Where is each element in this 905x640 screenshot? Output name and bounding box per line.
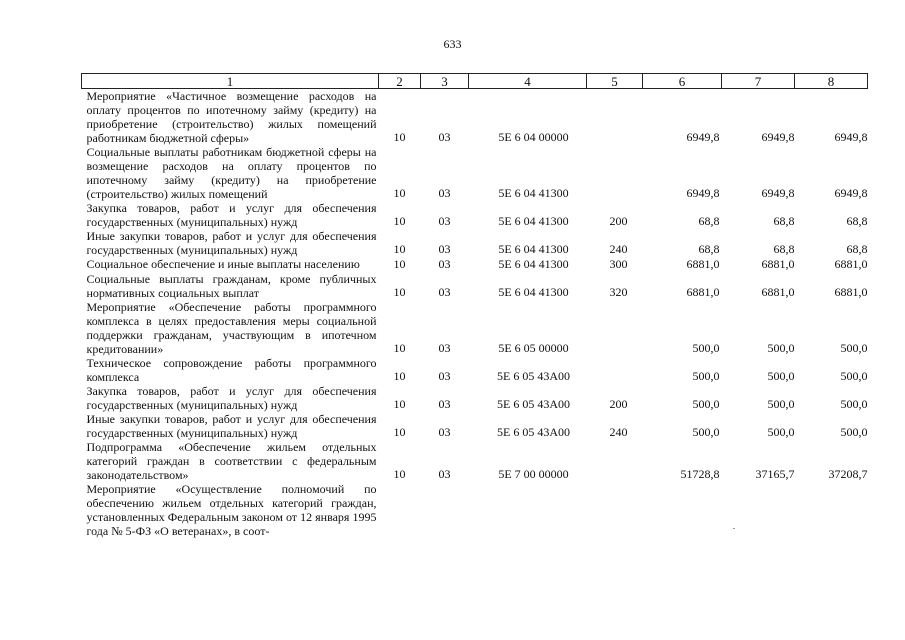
row-target-code: 5Е 6 04 00000 [498, 130, 569, 144]
row-amount-1: 68,8 [698, 242, 720, 256]
row-amount-2: 500,0 [767, 369, 795, 383]
col-header-4: 4 [469, 74, 587, 89]
row-name: Закупка товаров, работ и услуг для обеспечения государственных (муниципальных) нужд [86, 201, 377, 229]
page-number: 633 [443, 37, 462, 51]
row-section: 10 [393, 467, 406, 481]
row-amount-3: 68,8 [846, 242, 868, 256]
row-section: 10 [393, 341, 406, 355]
col-header-6: 6 [643, 74, 722, 89]
row-expense-type [587, 356, 643, 384]
row-expense-type: 320 [609, 285, 628, 299]
row-amount-3: 6881,0 [834, 257, 868, 271]
row-name: Социальное обеспечение и иные выплаты населению [86, 257, 360, 271]
row-section [379, 482, 421, 538]
table-row [82, 300, 868, 356]
row-expense-type: 200 [609, 214, 628, 228]
table-row [82, 89, 868, 146]
row-amount-2: 6949,8 [761, 186, 795, 200]
row-amount-1: 6881,0 [686, 257, 720, 271]
row-amount-2: 6881,0 [761, 285, 795, 299]
row-amount-3: 68,8 [846, 214, 868, 228]
row-subsection: 03 [438, 130, 451, 144]
table-row [82, 272, 868, 300]
row-name: Техническое сопровождение работы программного комплекса [86, 356, 377, 384]
col-header-8: 8 [795, 74, 868, 89]
row-section: 10 [393, 397, 406, 411]
row-target-code: 5Е 6 04 41300 [498, 214, 569, 228]
row-amount-2 [722, 482, 795, 538]
row-section: 10 [393, 425, 406, 439]
row-subsection: 03 [438, 186, 451, 200]
row-expense-type [587, 300, 643, 356]
row-expense-type [587, 89, 643, 146]
table-row [82, 440, 868, 482]
col-header-3: 3 [421, 74, 469, 89]
row-expense-type [587, 440, 643, 482]
row-section: 10 [393, 369, 406, 383]
row-amount-2: 500,0 [767, 425, 795, 439]
header-row [82, 74, 868, 89]
row-amount-2: 500,0 [767, 341, 795, 355]
table-row [82, 356, 868, 384]
row-amount-1: 68,8 [698, 214, 720, 228]
row-amount-3: 500,0 [840, 397, 868, 411]
row-amount-3: 6881,0 [834, 285, 868, 299]
row-amount-2: 68,8 [773, 242, 795, 256]
row-subsection: 03 [438, 369, 451, 383]
row-amount-3 [795, 482, 868, 538]
scan-speck [733, 528, 735, 529]
row-amount-2: 500,0 [767, 397, 795, 411]
row-target-code: 5Е 6 05 43А00 [497, 397, 570, 411]
row-target-code: 5Е 6 05 43А00 [497, 425, 570, 439]
row-amount-1: 51728,8 [680, 467, 720, 481]
table-row [82, 201, 868, 229]
row-amount-1: 6949,8 [686, 130, 720, 144]
row-amount-1: 500,0 [692, 425, 720, 439]
row-expense-type [587, 145, 643, 201]
row-name: Закупка товаров, работ и услуг для обеспечения государственных (муниципальных) нужд [86, 384, 377, 412]
row-section: 10 [393, 257, 406, 271]
row-amount-1: 500,0 [692, 341, 720, 355]
table-row [82, 145, 868, 201]
row-section: 10 [393, 214, 406, 228]
col-header-2: 2 [379, 74, 421, 89]
row-name: Социальные выплаты работникам бюджетной сферы на возмещение расходов на оплату процентов по ипотечному займу (кредиту) на приобретение (строительство) жилых помещений [86, 145, 377, 201]
row-name: Иные закупки товаров, работ и услуг для обеспечения государственных (муниципальных) нужд [86, 229, 377, 257]
row-amount-1 [643, 482, 722, 538]
col-header-1: 1 [82, 74, 379, 89]
row-target-code: 5Е 6 05 43А00 [497, 369, 570, 383]
row-subsection: 03 [438, 214, 451, 228]
row-target-code: 5Е 6 04 41300 [498, 257, 569, 271]
row-amount-3: 6949,8 [834, 186, 868, 200]
row-amount-1: 6881,0 [686, 285, 720, 299]
row-amount-1: 500,0 [692, 397, 720, 411]
budget-table [81, 73, 868, 538]
row-amount-1: 6949,8 [686, 186, 720, 200]
table-row [82, 482, 868, 538]
col-header-5: 5 [587, 74, 643, 89]
table-row [82, 229, 868, 257]
row-section: 10 [393, 186, 406, 200]
row-amount-3: 37208,7 [828, 467, 868, 481]
row-name: Социальные выплаты гражданам, кроме публичных нормативных социальных выплат [86, 272, 377, 300]
table-body [82, 89, 868, 539]
row-subsection: 03 [438, 257, 451, 271]
row-subsection: 03 [438, 341, 451, 355]
row-amount-2: 68,8 [773, 214, 795, 228]
row-subsection: 03 [438, 242, 451, 256]
row-amount-3: 500,0 [840, 369, 868, 383]
row-subsection: 03 [438, 425, 451, 439]
row-amount-1: 500,0 [692, 369, 720, 383]
row-target-code: 5Е 6 04 41300 [498, 186, 569, 200]
row-subsection: 03 [438, 467, 451, 481]
row-section: 10 [393, 285, 406, 299]
row-name: Иные закупки товаров, работ и услуг для обеспечения государственных (муниципальных) нужд [86, 412, 377, 440]
row-amount-2: 37165,7 [755, 467, 795, 481]
col-header-7: 7 [722, 74, 795, 89]
row-expense-type: 300 [609, 257, 628, 271]
row-name: Мероприятие «Частичное возмещение расходов на оплату процентов по ипотечному займу (кредиту) на приобретение (строительство) жилых помещений работникам бюджетной сферы» [86, 89, 377, 145]
row-expense-type [587, 482, 643, 538]
row-target-code [469, 482, 587, 538]
row-name: Мероприятие «Осуществление полномочий по обеспечению жильем отдельных категорий граждан, установленных Федеральным законом от 12 января 1995 года № 5-ФЗ «О ветеранах», в соот- [86, 482, 377, 538]
row-name: Подпрограмма «Обеспечение жильем отдельных категорий граждан в соответствии с федеральным законодательством» [86, 440, 377, 482]
row-section: 10 [393, 242, 406, 256]
row-name: Мероприятие «Обеспечение работы программного комплекса в целях предоставления меры социальной поддержки гражданам, участвующим в ипотечном кредитовании» [86, 300, 377, 356]
table-row [82, 384, 868, 412]
row-expense-type: 200 [609, 397, 628, 411]
row-subsection: 03 [438, 397, 451, 411]
row-amount-3: 6949,8 [834, 130, 868, 144]
row-target-code: 5Е 6 04 41300 [498, 242, 569, 256]
row-target-code: 5Е 7 00 00000 [498, 467, 569, 481]
row-target-code: 5Е 6 04 41300 [498, 285, 569, 299]
row-amount-3: 500,0 [840, 425, 868, 439]
row-amount-2: 6881,0 [761, 257, 795, 271]
row-subsection: 03 [438, 285, 451, 299]
row-expense-type: 240 [609, 242, 628, 256]
row-section: 10 [393, 130, 406, 144]
row-target-code: 5Е 6 05 00000 [498, 341, 569, 355]
row-expense-type: 240 [609, 425, 628, 439]
row-amount-2: 6949,8 [761, 130, 795, 144]
table-row [82, 257, 868, 272]
row-amount-3: 500,0 [840, 341, 868, 355]
table-row [82, 412, 868, 440]
row-subsection [421, 482, 469, 538]
